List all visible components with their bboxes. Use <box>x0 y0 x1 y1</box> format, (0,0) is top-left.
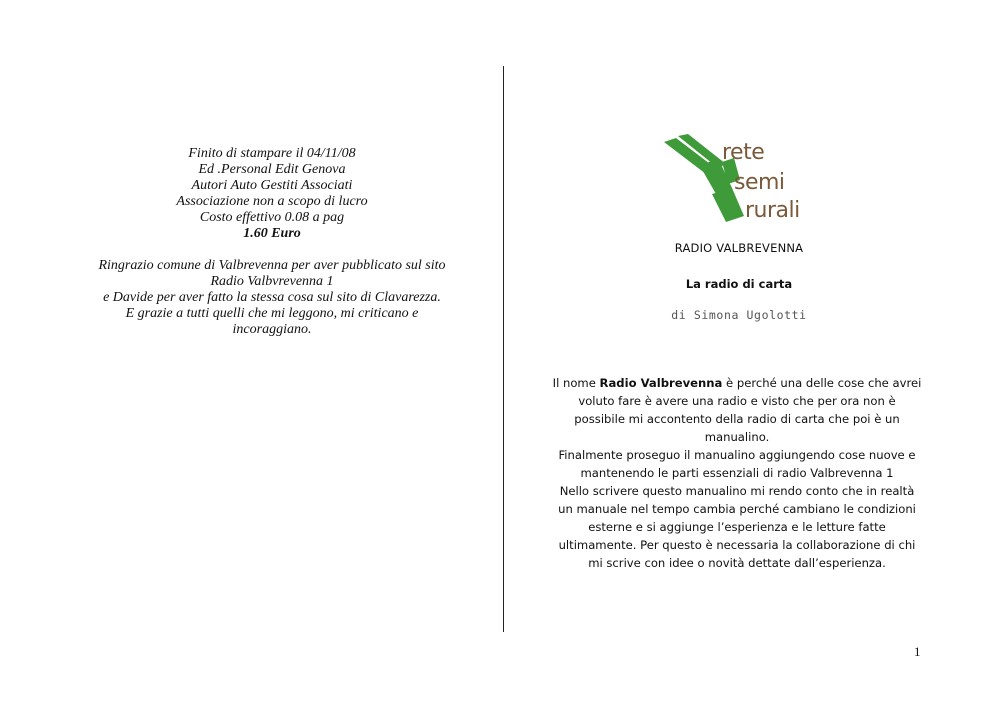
intro-line: ultimamente. Per questo è necessaria la collaborazione di chi <box>558 538 916 552</box>
document-subtitle: La radio di carta <box>685 277 793 291</box>
page-number: 1 <box>914 644 921 659</box>
intro-prefix: Il nome <box>552 376 600 390</box>
intro-line: mantenendo le parti essenziali di radio Valbrevenna 1 <box>580 466 894 480</box>
colophon-line: Ed .Personal Edit Genova <box>198 162 346 177</box>
intro-line: esterne e si aggiunge l’esperienza e le letture fatte <box>588 520 886 534</box>
intro-paragraph <box>548 374 926 572</box>
colophon-block <box>60 146 484 338</box>
thanks-line: Ringrazio comune di Valbrevenna per aver pubblicato sul sito <box>98 258 446 273</box>
thanks-line: Radio Valbvrevenna 1 <box>210 274 334 289</box>
price-line: 1.60 Euro <box>243 226 301 241</box>
page-divider <box>503 66 504 632</box>
logo-word-rurali: rurali <box>745 198 800 223</box>
colophon-line: Finito di stampare il 04/11/08 <box>188 146 356 161</box>
intro-line: un manuale nel tempo cambia perché cambiano le condizioni <box>558 502 916 516</box>
document-author: di Simona Ugolotti <box>671 308 807 322</box>
thanks-line: incoraggiano. <box>232 322 312 337</box>
logo-word-rete: rete <box>722 140 765 165</box>
intro-line: manualino. <box>704 430 770 444</box>
intro-bold-name: Radio Valbrevenna <box>599 376 723 390</box>
colophon-line: Associazione non a scopo di lucro <box>176 194 368 209</box>
rete-semi-rurali-logo <box>660 132 820 228</box>
intro-first-line <box>548 374 926 392</box>
intro-line: voluto fare è avere una radio e visto che per ora non è <box>578 394 896 408</box>
logo-word-semi: semi <box>734 170 785 195</box>
intro-suffix: è perché una delle cose che avrei <box>722 376 922 390</box>
thanks-line: E grazie a tutti quelli che mi leggono, mi criticano e <box>125 306 419 321</box>
thanks-line: e Davide per aver fatto la stessa cosa sul sito di Clavarezza. <box>103 290 441 305</box>
intro-line: mi scrive con idee o novità dettate dall’esperienza. <box>588 556 886 570</box>
spacer <box>60 242 484 258</box>
document-title: RADIO VALBREVENNA <box>674 241 804 255</box>
colophon-line: Autori Auto Gestiti Associati <box>191 178 353 193</box>
intro-line: possibile mi accontento della radio di carta che poi è un <box>574 412 900 426</box>
colophon-line: Costo effettivo 0.08 a pag <box>199 210 345 225</box>
intro-line: Nello scrivere questo manualino mi rendo conto che in realtà <box>559 484 915 498</box>
intro-line: Finalmente proseguo il manualino aggiungendo cose nuove e <box>558 448 916 462</box>
